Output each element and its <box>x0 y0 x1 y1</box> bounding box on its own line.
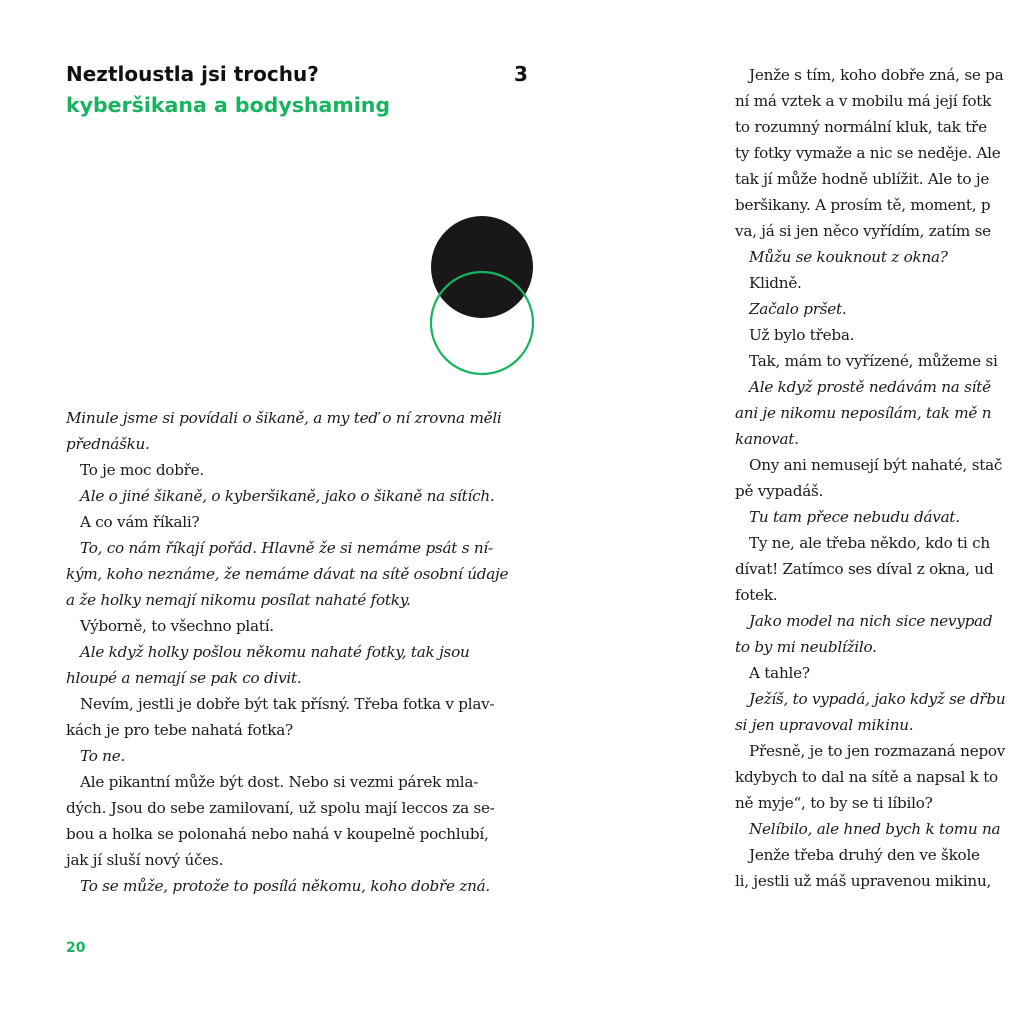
text-line: Ježíš, to vypadá, jako když se dřbu <box>749 690 1006 708</box>
text-line: Začalo pršet. <box>749 300 847 318</box>
text-line: pě vypadáš. <box>735 482 824 500</box>
text-line: To, co nám říkají pořád. Hlavně že si nemáme psát s ní- <box>80 539 493 557</box>
chapter-emblem <box>428 214 540 378</box>
chapter-number: 3 <box>514 62 528 86</box>
text-line: To se může, protože to posílá někomu, koho dobře zná. <box>80 877 491 895</box>
text-line: li, jestli už máš upravenou mikinu, <box>735 872 992 890</box>
right-page <box>735 0 1024 1024</box>
text-line: to rozumný normální kluk, tak tře <box>735 118 987 136</box>
text-line: Tu tam přece nebudu dávat. <box>749 508 960 526</box>
text-line: Nevím, jestli je dobře být tak přísný. Třeba fotka v plav- <box>80 695 495 713</box>
text-line: To je moc dobře. <box>80 461 204 479</box>
page-number: 20 <box>66 940 86 956</box>
text-line: Můžu se kouknout z okna? <box>749 248 948 266</box>
text-line: Ony ani nemusejí být nahaté, stač <box>749 456 1003 474</box>
text-line: dých. Jsou do sebe zamilovaní, už spolu mají leccos za se- <box>66 799 495 817</box>
text-line: Ale když holky pošlou někomu nahaté fotky, tak jsou <box>80 643 470 661</box>
text-line: přednášku. <box>66 435 150 453</box>
text-line: A co vám říkali? <box>80 513 200 531</box>
text-line: Jenže s tím, koho dobře zná, se pa <box>749 66 1004 84</box>
text-line: kdybych to dal na sítě a napsal k to <box>735 768 998 786</box>
text-line: Jako model na nich sice nevypad <box>749 612 993 630</box>
text-line: Ale pikantní může být dost. Nebo si vezmi párek mla- <box>80 773 479 791</box>
text-line: fotek. <box>735 586 778 604</box>
text-line: Klidně. <box>749 274 802 292</box>
text-line: Jenže třeba druhý den ve škole <box>749 846 980 864</box>
text-line: kým, koho neznáme, že nemáme dávat na sítě osobní údaje <box>66 565 509 583</box>
text-line: bou a holka se polonahá nebo nahá v koupelně pochlubí, <box>66 825 489 843</box>
text-line: ty fotky vymaže a nic se neděje. Ale <box>735 144 1001 162</box>
chapter-title: Neztloustla jsi trochu? <box>66 62 319 86</box>
text-line: Ale když prostě nedávám na sítě <box>749 378 991 396</box>
text-line: dívat! Zatímco ses díval z okna, ud <box>735 560 994 578</box>
text-line: ně myje“, to by se ti líbilo? <box>735 794 933 812</box>
text-line: ní má vztek a v mobilu má její fotk <box>735 92 992 110</box>
text-line: va, já si jen něco vyřídím, zatím se <box>735 222 991 240</box>
text-line: To ne. <box>80 747 126 765</box>
text-line: beršikany. A prosím tě, moment, p <box>735 196 991 214</box>
text-line: jak jí sluší nový účes. <box>66 851 224 869</box>
body-text-continued <box>735 62 1024 894</box>
text-line: hloupé a nemají se pak co divit. <box>66 669 302 687</box>
text-line: A tahle? <box>749 664 810 682</box>
text-line: a že holky nemají nikomu posílat nahaté fotky. <box>66 591 411 609</box>
text-line: kanovat. <box>735 430 799 448</box>
body-text <box>66 405 536 899</box>
text-line: Tak, mám to vyřízené, můžeme si <box>749 352 998 370</box>
text-line: kách je pro tebe nahatá fotka? <box>66 721 293 739</box>
text-line: Ty ne, ale třeba někdo, kdo ti ch <box>749 534 990 552</box>
text-line: Minule jsme si povídali o šikaně, a my teď o ní zrovna měli <box>66 409 502 427</box>
text-line: Nelíbilo, ale hned bych k tomu na <box>749 820 1001 838</box>
text-line: Přesně, je to jen rozmazaná nepov <box>749 742 1006 760</box>
text-line: Výborně, to všechno platí. <box>80 617 274 635</box>
text-line: ani je nikomu neposílám, tak mě n <box>735 404 992 422</box>
text-line: si jen upravoval mikinu. <box>735 716 914 734</box>
text-line: tak jí může hodně ublížit. Ale to je <box>735 170 990 188</box>
text-line: Už bylo třeba. <box>749 326 855 344</box>
text-line: Ale o jiné šikaně, o kyberšikaně, jako o šikaně na sítích. <box>80 487 495 505</box>
black-circle-icon <box>431 216 533 318</box>
chapter-subtitle: kyberšikana a bodyshaming <box>66 93 390 117</box>
text-line: to by mi neublížilo. <box>735 638 877 656</box>
